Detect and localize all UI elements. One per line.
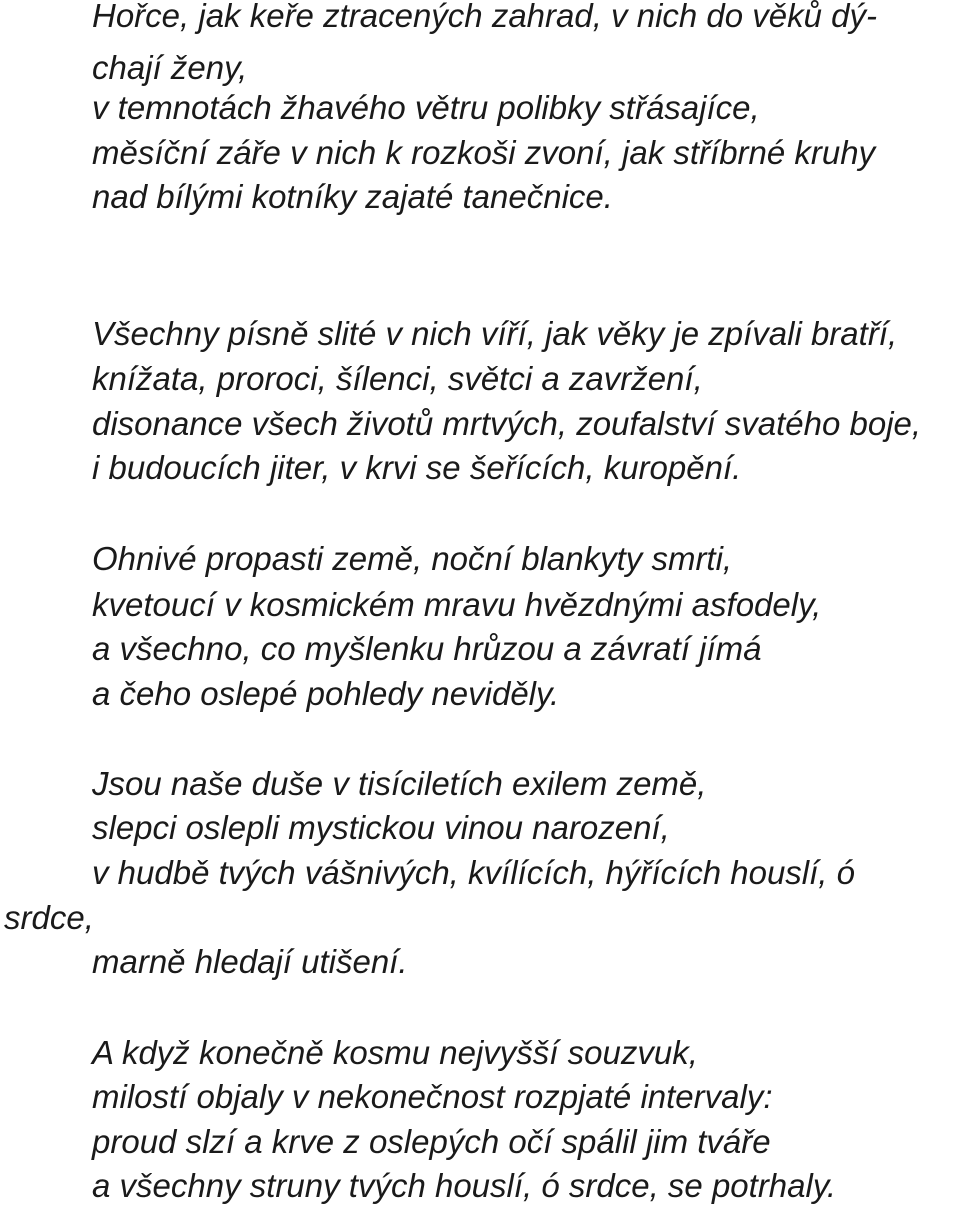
poem-line: Hořce, jak keře ztracených zahrad, v nich do věků dý-: [92, 0, 878, 34]
poem-line: knížata, proroci, šílenci, světci a zavržení,: [92, 360, 703, 397]
poem-line: a všechny struny tvých houslí, ó srdce, se potrhaly.: [92, 1167, 837, 1204]
poem-line: v temnotách žhavého větru polibky střásajíce,: [92, 89, 760, 126]
poem-line: disonance všech životů mrtvých, zoufalství svatého boje,: [92, 405, 922, 442]
poem-line: kvetoucí v kosmickém mravu hvězdnými asfodely,: [92, 586, 822, 623]
poem-line: milostí objaly v nekonečnost rozpjaté intervaly:: [92, 1078, 773, 1115]
poem-line: i budoucích jiter, v krvi se šeřících, kuropění.: [92, 449, 742, 486]
poem-line: slepci oslepli mystickou vinou narození,: [92, 809, 670, 846]
poem-line: A když konečně kosmu nejvyšší souzvuk,: [92, 1034, 698, 1071]
poem-line: a čeho oslepé pohledy neviděly.: [92, 675, 560, 712]
poem-line: marně hledají utišení.: [92, 943, 408, 980]
poem-line: chají ženy,: [92, 49, 248, 86]
poem-line: Všechny písně slité v nich víří, jak věky je zpívali bratří,: [92, 315, 898, 352]
poem-line: Jsou naše duše v tisíciletích exilem země,: [92, 765, 707, 802]
poem-line: a všechno, co myšlenku hrůzou a závratí jímá: [92, 630, 762, 667]
poem-line: Ohnivé propasti země, noční blankyty smrti,: [92, 540, 733, 577]
poem-line: v hudbě tvých vášnivých, kvílících, hýřících houslí, ó: [92, 854, 855, 891]
poem-line-continuation: srdce,: [4, 899, 94, 936]
poem-line: měsíční záře v nich k rozkoši zvoní, jak stříbrné kruhy: [92, 134, 876, 171]
poem-line: proud slzí a krve z oslepých očí spálil jim tváře: [92, 1123, 771, 1160]
poem-line: nad bílými kotníky zajaté tanečnice.: [92, 178, 613, 215]
